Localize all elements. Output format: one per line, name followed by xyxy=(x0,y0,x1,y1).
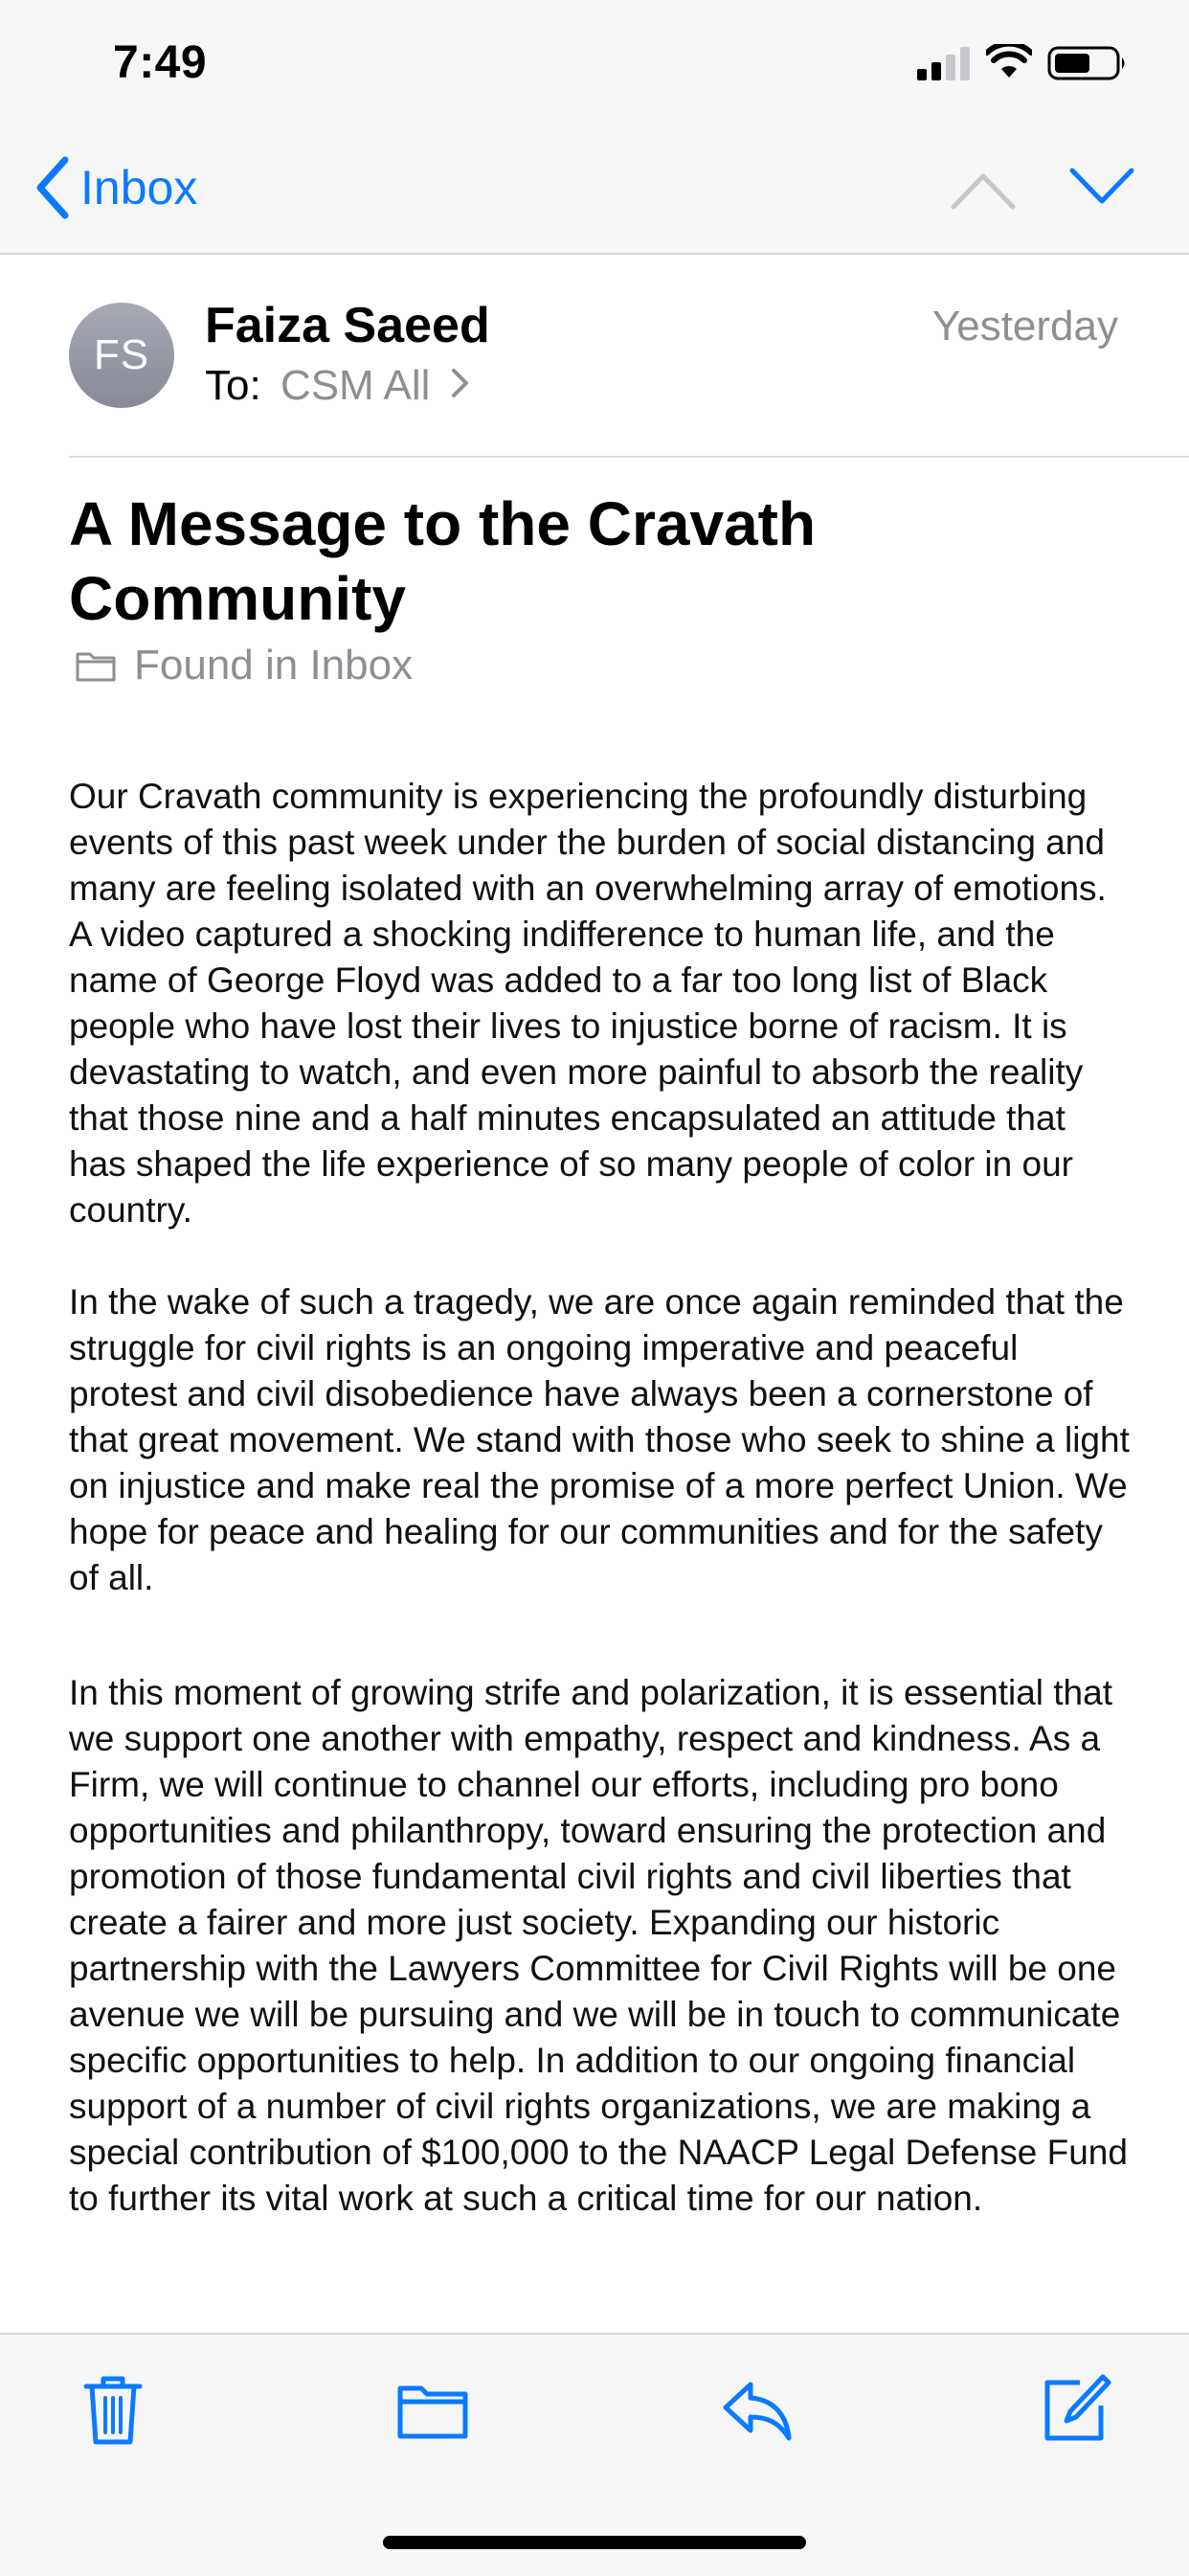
next-message-chevron-down-icon[interactable] xyxy=(1068,161,1135,209)
battery-icon xyxy=(1047,46,1128,80)
compose-icon[interactable] xyxy=(1036,2371,1112,2448)
recipient-line[interactable] xyxy=(205,362,471,410)
message-paragraph-1: Our Cravath community is experiencing the profoundly disturbing events of this past week under the burden of social distancing and many are feeling isolated with an overwhelming array of emotions. A video captured a shocking indifference to human life, and the name of George Floyd was added to a far too long list of Black people who have lost their lives to injustice borne of racism. It is devastating to watch, and even more painful to absorb the reality that those nine and a half minutes encapsulated an attitude that has shaped the life experience of so many people of color in our country. xyxy=(69,777,1107,1230)
message-paragraph-3: In this moment of growing strife and polarization, it is essential that we support one another with empathy, respect and kindness. As a Firm, we will continue to channel our efforts, including pro bono opportunities and philanthropy, toward ensuring the protection and promotion of those fundamental civil rights and civil liberties that create a fairer and more just society. Expanding our historic partnership with the Lawyers Committee for Civil Rights will be one avenue we will be pursuing and we will be in touch to communicate specific opportunities to help. In addition to our ongoing financial support of a number of civil rights organizations, we are making a special contribution of $100,000 to the NAACP Legal Defense Fund to further its vital work at such a critical time for our nation. xyxy=(69,1673,1128,2218)
sender-name[interactable]: Faiza Saeed xyxy=(205,298,490,353)
found-in-label: Found in Inbox xyxy=(134,642,414,689)
folder-icon xyxy=(75,648,117,683)
previous-message-chevron-up-icon[interactable] xyxy=(950,165,1017,213)
status-time: 7:49 xyxy=(113,37,208,88)
top-bar xyxy=(0,0,1189,255)
chevron-right-icon xyxy=(450,367,471,399)
chevron-left-icon xyxy=(33,154,71,221)
trash-icon[interactable] xyxy=(75,2371,151,2448)
bottom-toolbar xyxy=(0,2333,1189,2576)
home-indicator[interactable] xyxy=(383,2536,806,2549)
message-date: Yesterday xyxy=(931,303,1118,350)
to-label: To: xyxy=(205,362,261,409)
move-to-folder-icon[interactable] xyxy=(394,2371,471,2448)
message-paragraph-2: In the wake of such a tragedy, we are once again reminded that the struggle for civil rights is an ongoing imperative and peaceful protest and civil disobedience have always been a cornerstone of that great movement. We stand with those who seek to shine a light on injustice and make real the promise of a more perfect Union. We hope for peace and healing for our communities and for the safety of all. xyxy=(69,1282,1130,1597)
back-label: Inbox xyxy=(80,161,198,215)
back-to-inbox-button[interactable] xyxy=(33,153,197,222)
message-subject: A Message to the Cravath Community xyxy=(69,489,817,633)
found-in-mailbox[interactable] xyxy=(75,642,413,689)
header-divider xyxy=(69,456,1189,458)
reply-icon[interactable] xyxy=(718,2371,795,2448)
recipient-name[interactable]: CSM All xyxy=(280,362,431,409)
sender-avatar[interactable]: FS xyxy=(69,303,174,408)
cellular-signal-icon xyxy=(917,46,971,80)
wifi-icon xyxy=(986,44,1032,79)
message-header xyxy=(0,255,1189,458)
